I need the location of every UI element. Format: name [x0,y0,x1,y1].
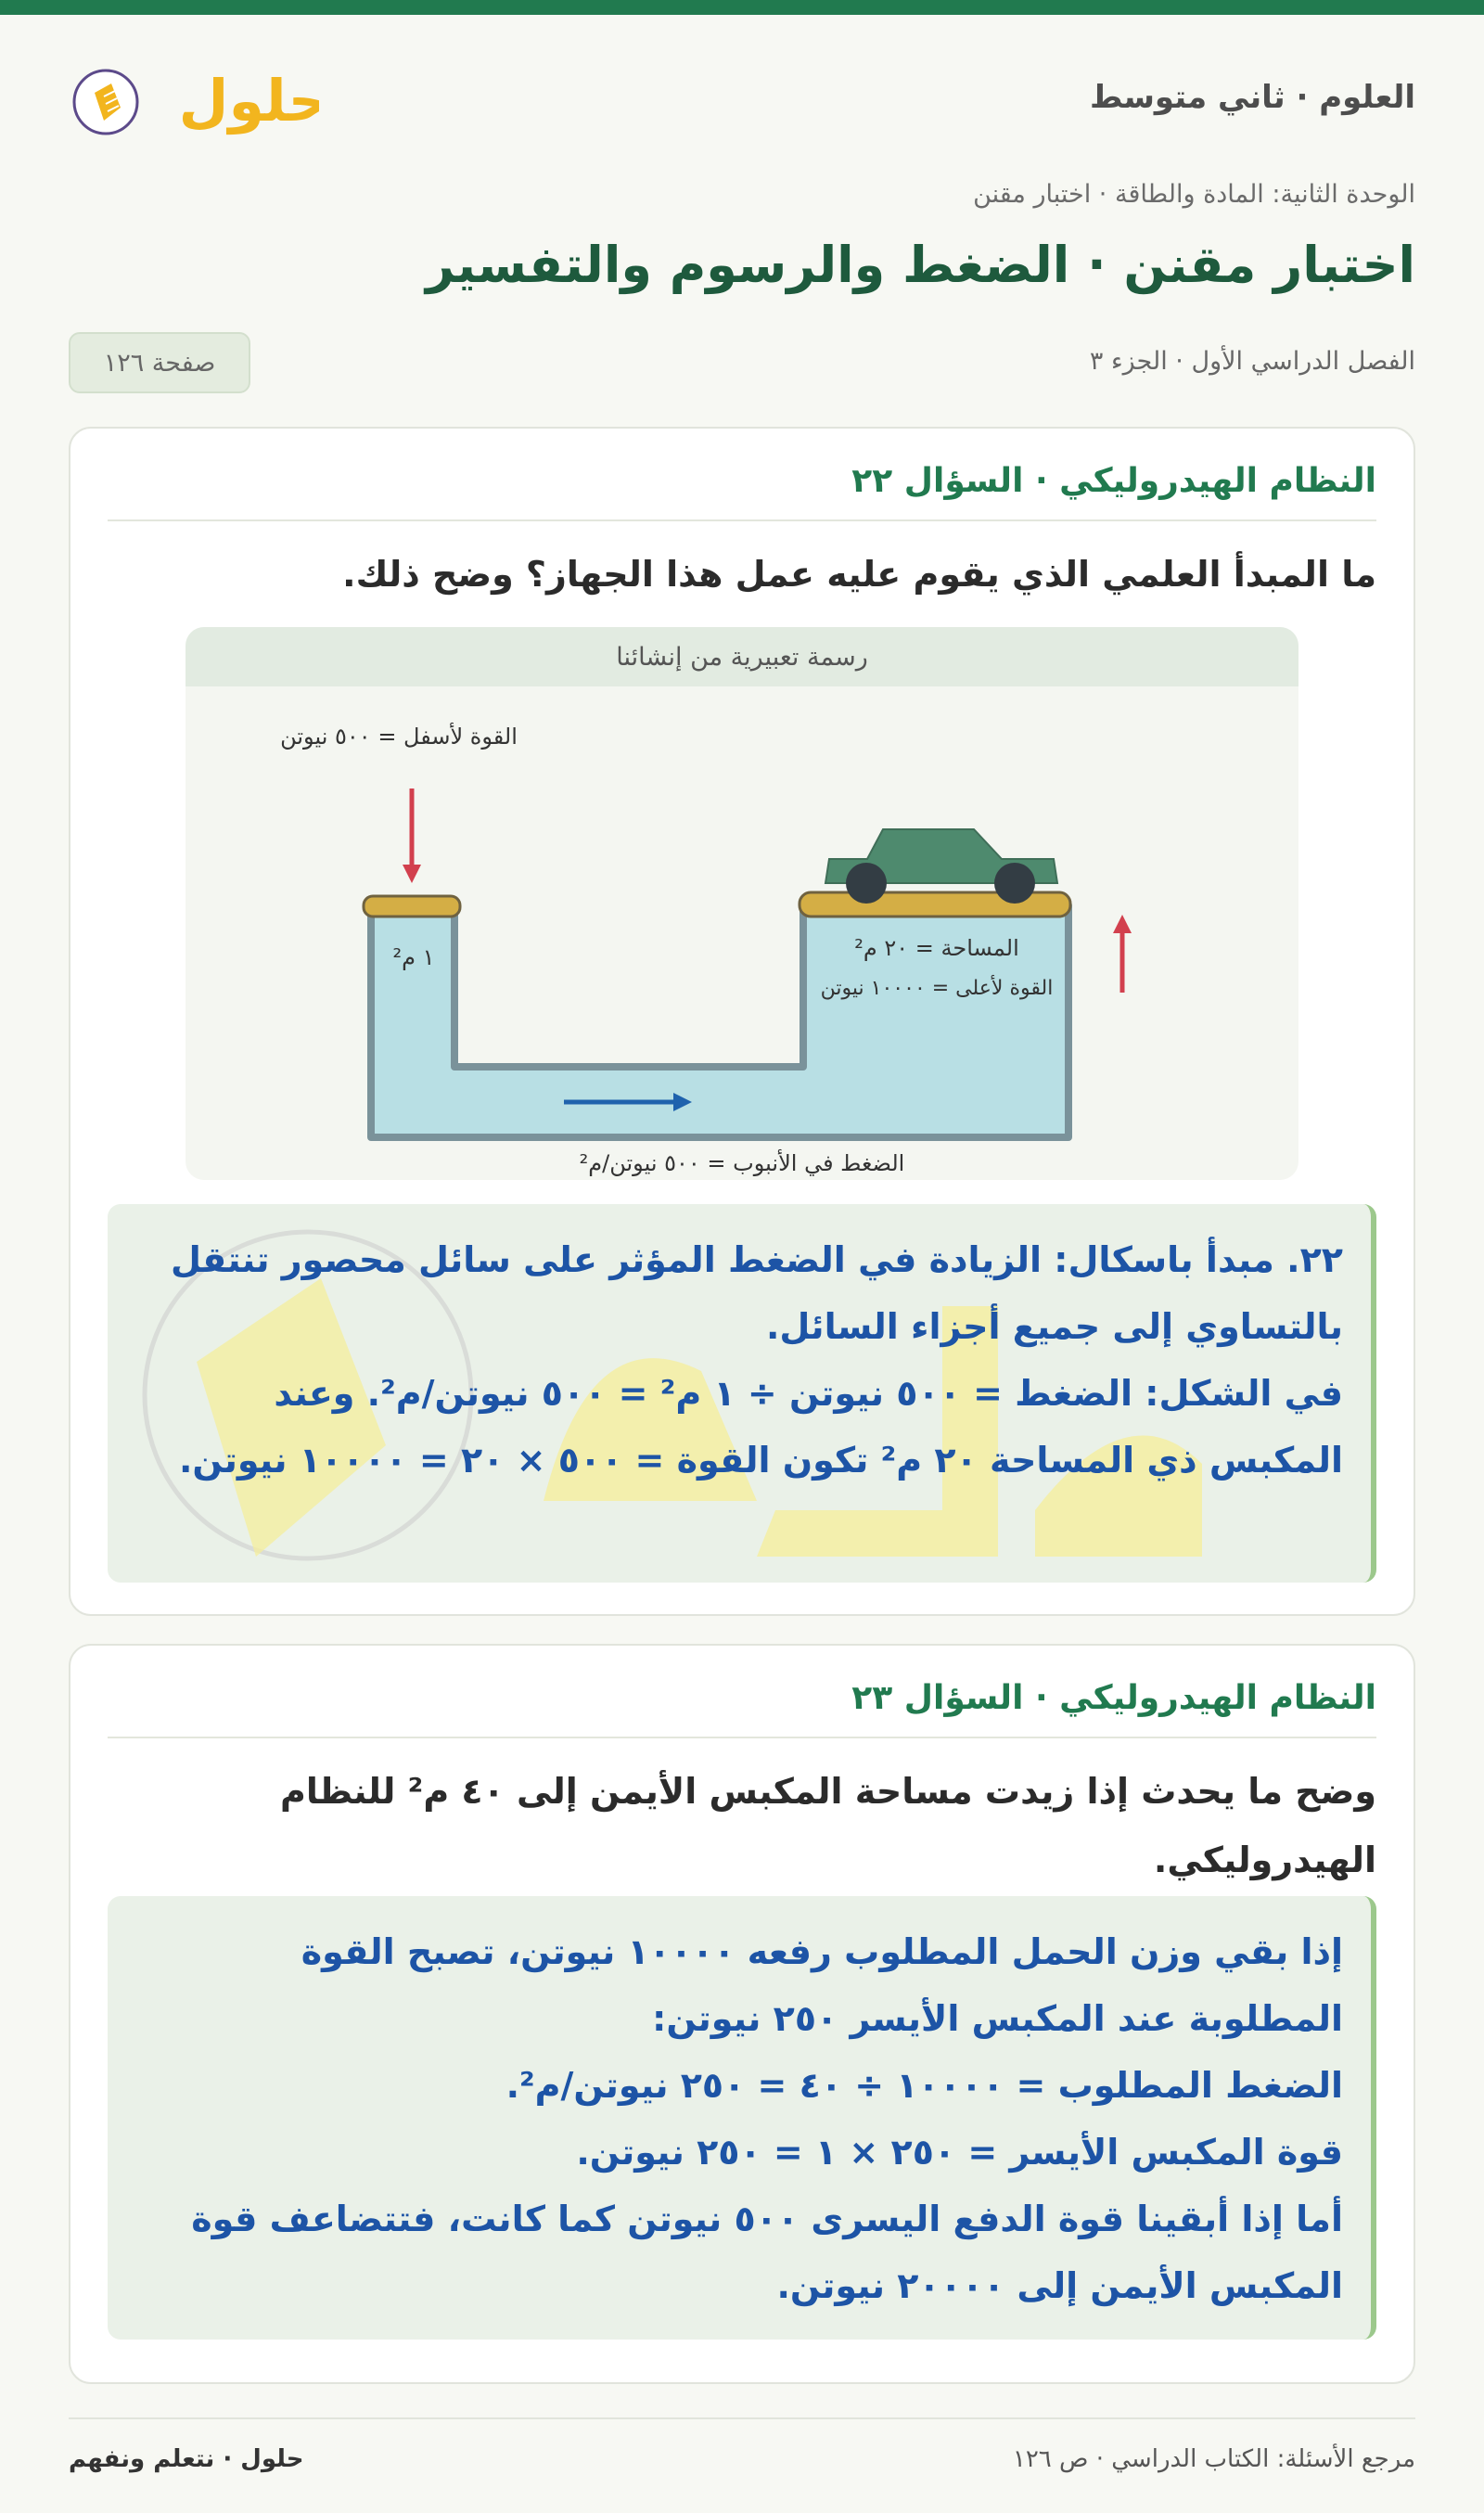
large-area-label: المساحة = ٢٠ م² [854,935,1019,961]
force-down-label: القوة لأسفل = ٥٠٠ نيوتن [280,724,518,750]
hydraulic-figure [186,627,1298,1180]
question-heading: النظام الهيدروليكي · السؤال ٢٣ [108,1679,1376,1738]
up-force-arrow [1113,915,1132,993]
question-card-23 [69,1644,1415,2384]
subject-label: العلوم · ثاني متوسط [1090,79,1415,116]
hydraulic-diagram [186,686,1298,1180]
page-number-badge: صفحة ١٢٦ [69,332,250,393]
pipe-pressure-label: الضغط في الأنبوب = ٥٠٠ نيوتن/م² [579,1150,905,1176]
footer-reference: مرجع الأسئلة: الكتاب الدراسي · ص ١٢٦ [1012,2445,1415,2473]
page-header [69,56,1415,148]
footer-divider [69,2417,1415,2419]
page-title: اختبار مقنن · الضغط والرسوم والتفسير [426,236,1415,294]
question-heading: النظام الهيدروليكي · السؤال ٢٢ [108,462,1376,521]
answer-line: الضغط المطلوب = ١٠٠٠٠ ÷ ٤٠ = ٢٥٠ نيوتن/م². [505,2065,1343,2106]
small-area-label: ١ م² [392,944,435,970]
answer-line: أما إذا أبقينا قوة الدفع اليسرى ٥٠٠ نيوتن كما كانت، فتتضاعف قوة المكبس الأيمن إلى ٢٠٠٠٠ نيوتن. [191,2199,1343,2306]
question-card-22 [69,427,1415,1616]
force-up-label: القوة لأعلى = ١٠٠٠٠ نيوتن [820,977,1054,1000]
answer-line: في الشكل: الضغط = ٥٠٠ نيوتن ÷ ١ م² = ٥٠٠ نيوتن/م². وعند المكبس ذي المساحة ٢٠ م² تكون القوة = ٥٠٠ × ٢٠ = ١٠٠٠٠ نيوتن. [179,1373,1343,1481]
question-text: ما المبدأ العلمي الذي يقوم عليه عمل هذا الجهاز؟ وضح ذلك. [342,554,1376,595]
top-accent-bar [0,0,1484,15]
down-force-arrow [403,789,421,883]
footer-brand[interactable]: حلول · نتعلم ونفهم [69,2445,304,2473]
figure-caption: رسمة تعبيرية من إنشائنا [186,627,1298,686]
semester-label: الفصل الدراسي الأول · الجزء ٣ [1089,347,1415,376]
answer-line: ٢٢. مبدأ باسكال: الزيادة في الضغط المؤثر على سائل محصور تنتقل بالتساوي إلى جميع أجزاء السائل. [170,1239,1343,1347]
hulool-logo[interactable] [69,56,319,148]
answer-box [108,1896,1376,2340]
logo-graphic [69,56,319,148]
answer-box [108,1204,1376,1583]
logo-text: حلول [178,67,319,135]
breadcrumb[interactable]: الوحدة الثانية: المادة والطاقة · اختبار مقنن [973,180,1415,209]
answer-line: قوة المكبس الأيسر = ٢٥٠ × ١ = ٢٥٠ نيوتن. [576,2132,1343,2173]
answer-line: إذا بقي وزن الحمل المطلوب رفعه ١٠٠٠٠ نيوتن، تصبح القوة المطلوبة عند المكبس الأيسر ٢٥٠ نيوتن: [301,1931,1343,2039]
question-text: وضح ما يحدث إذا زيدت مساحة المكبس الأيمن إلى ٤٠ م² للنظام الهيدروليكي. [279,1771,1376,1880]
small-piston [364,896,460,917]
